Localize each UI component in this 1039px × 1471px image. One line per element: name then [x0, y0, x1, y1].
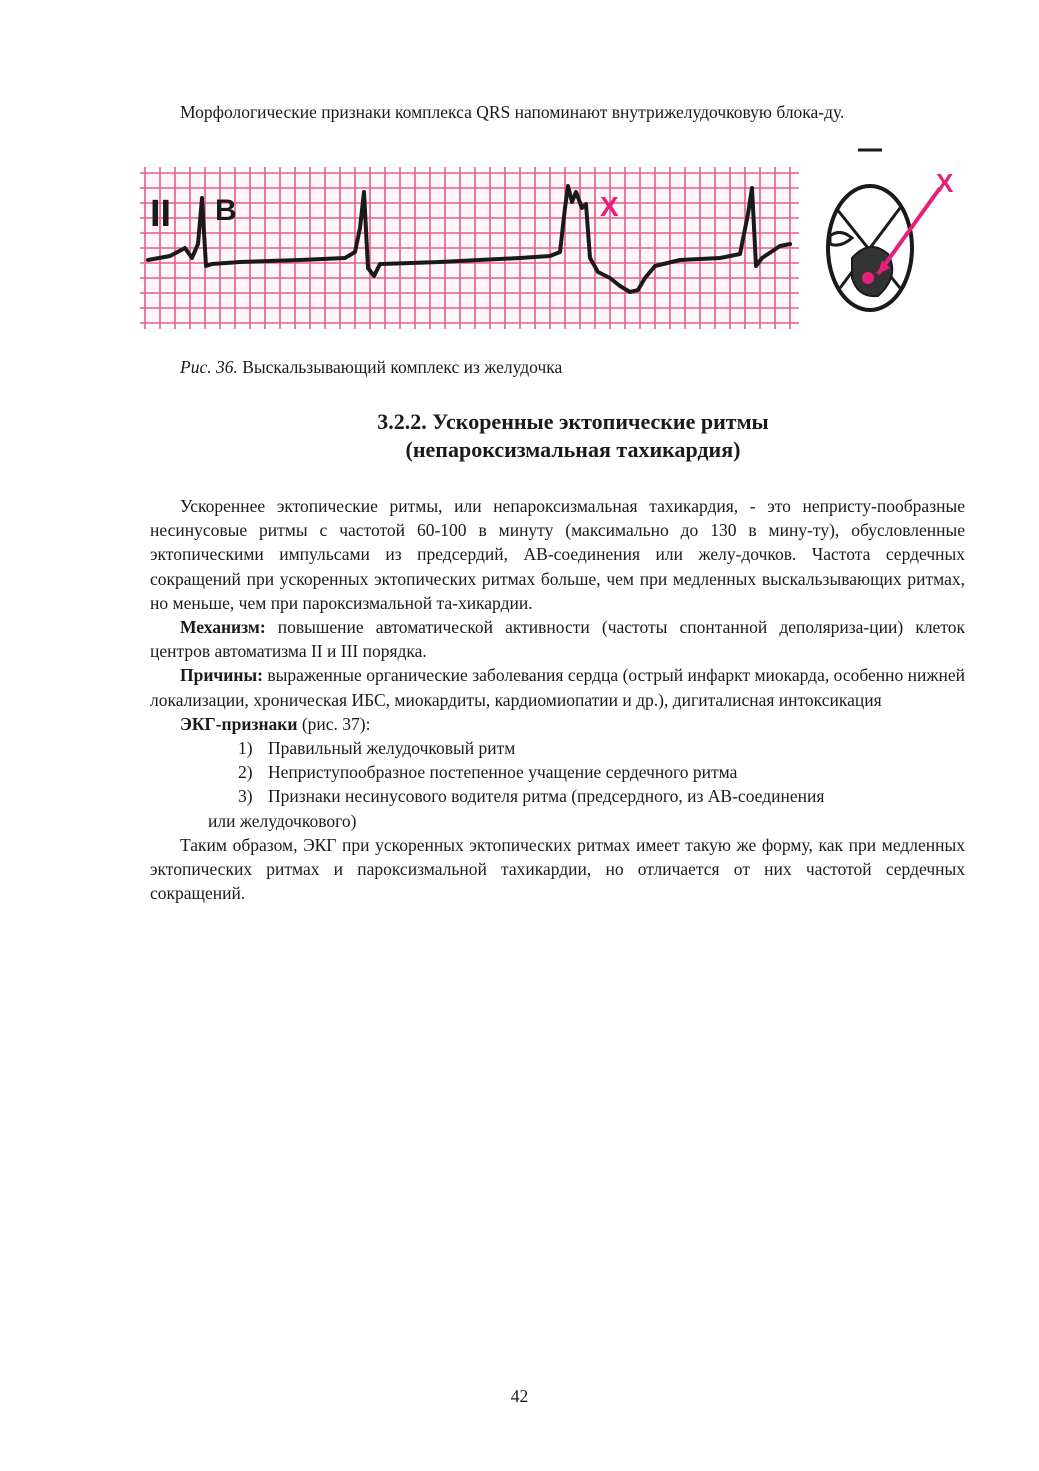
list-item [150, 784, 965, 832]
ectopic-focus-icon [862, 272, 874, 284]
causes-text: выраженные органические заболевания сердца (острый инфаркт миокарда, особенно нижней локализации, хроническая ИБС, миокардиты, кардиомиопатии и др.), дигиталисная интоксикация [150, 665, 965, 710]
list-item [150, 736, 965, 760]
heart-focus [852, 247, 892, 296]
heart-diagram [828, 150, 954, 310]
figure-number: Рис. 36. [180, 357, 238, 377]
list-item-number: 2) [238, 762, 253, 783]
heart-arrow [878, 188, 940, 274]
section-title-line1: 3.2.2. Ускоренные эктопические ритмы [377, 409, 769, 434]
paragraph-mechanism [150, 615, 965, 663]
ecg-signs-label: ЭКГ-признаки [180, 713, 298, 734]
list-item-number: 3) [238, 786, 253, 807]
list-item-text: Неприступообразное постепенное учащение сердечного ритма [268, 762, 738, 783]
paragraph-conclusion: Таким образом, ЭКГ при ускоренных эктопических ритмах имеет такую же форму, как при медленных эктопических ритмах и пароксизмальной тахикардии, но отличается от них частотой сердечных сокращений. [150, 834, 965, 904]
figure-caption-text: Выскальзывающий комплекс из желудочка [242, 357, 563, 377]
intro-paragraph: Морфологические признаки комплекса QRS напоминают внутрижелудочковую блока-ду. [180, 102, 845, 122]
causes-label: Причины: [180, 665, 263, 686]
list-item-text: Признаки несинусового водителя ритма (предсердного, из АВ-соединения [268, 786, 825, 807]
signs-list [150, 736, 965, 833]
figure-caption [180, 357, 562, 378]
paragraph-ecg-signs [150, 712, 965, 736]
ecg-figure [140, 148, 970, 348]
heart-atrium [830, 232, 852, 245]
paragraph-causes [150, 663, 965, 711]
ecg-signs-ref: (рис. 37): [297, 713, 371, 734]
annotation-x: X [600, 191, 619, 222]
heart-label: X [936, 168, 954, 198]
list-item-continuation: или желудочкового) [208, 810, 357, 831]
lead-label: II [150, 193, 172, 235]
list-item-number: 1) [238, 738, 253, 759]
page-number: 42 [510, 1386, 529, 1406]
mechanism-label: Механизм: [180, 617, 266, 638]
annotation-b: B [215, 194, 237, 227]
section-title-line2: (непароксизмальная тахикардия) [405, 437, 741, 462]
ecg-strip [140, 167, 799, 329]
body-text [150, 494, 965, 905]
section-title [140, 408, 1006, 464]
paragraph-definition: Ускореннее эктопические ритмы, или непароксизмальная тахикардия, - это непристу-пообразные несинусовые ритмы с частотой 60-100 в минуту (максимально до 130 в мину-ту), обусловленные эктопическими импульсами из предсердий, АВ-соединения или желу-дочков. Частота сердечных сокращений при ускоренных эктопических ритмах больше, чем при медленных выскальзывающих ритмах, но меньше, чем при пароксизмальной та-хикардии. [150, 496, 965, 613]
list-item [150, 760, 965, 784]
list-item-text: Правильный желудочковый ритм [268, 738, 516, 759]
mechanism-text: повышение автоматической активности (частоты спонтанной деполяриза-ции) клеток центров автоматизма II и III порядка. [150, 617, 965, 662]
